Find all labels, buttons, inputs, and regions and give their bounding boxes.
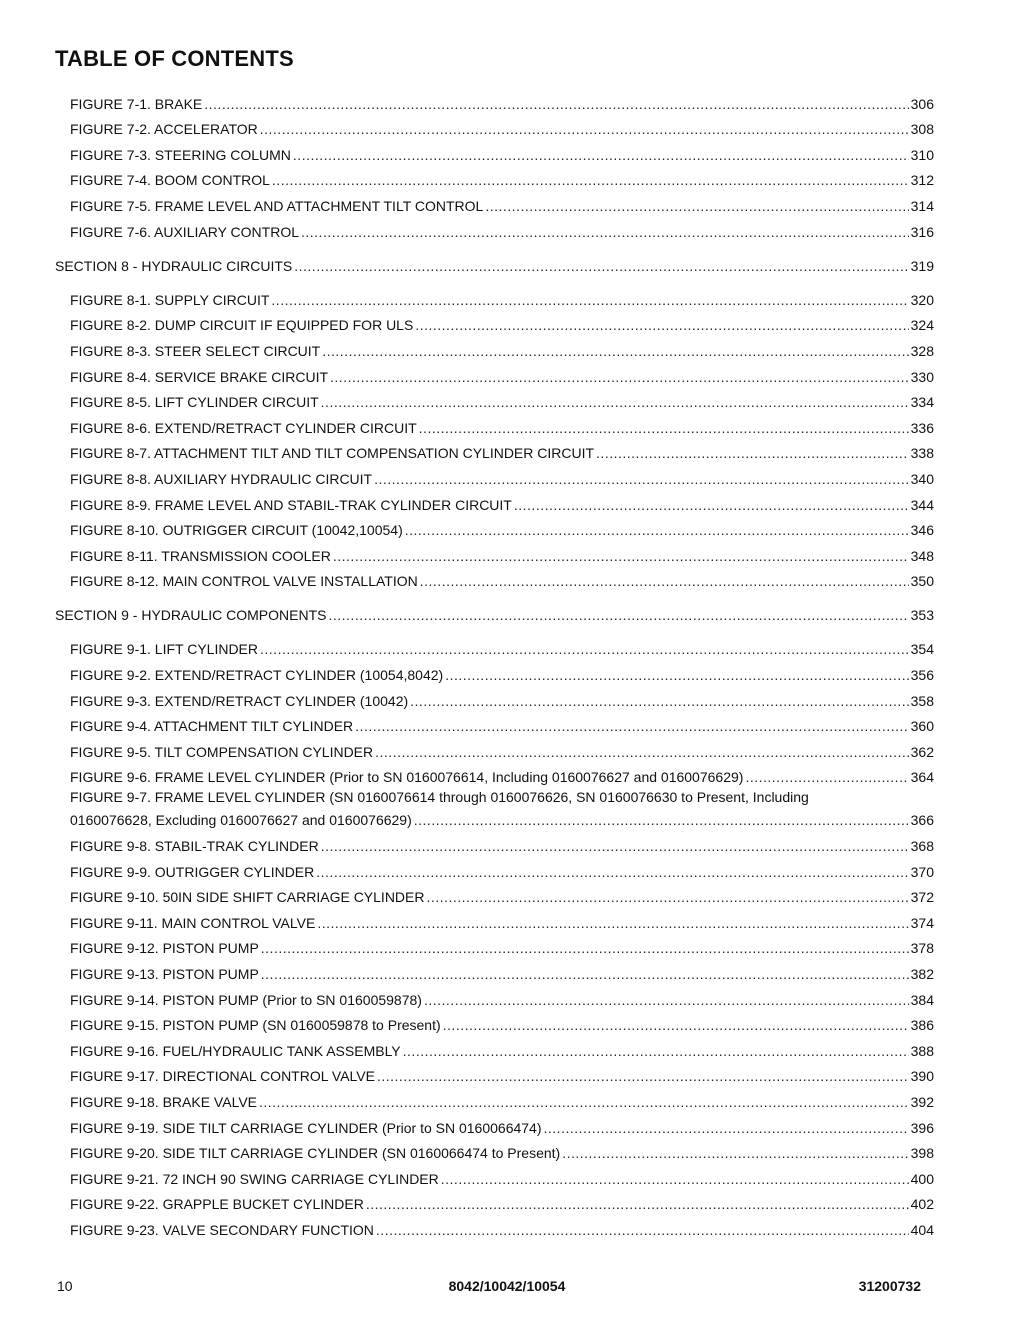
toc-entry-label: FIGURE 9-3. EXTEND/RETRACT CYLINDER (10042) — [70, 692, 409, 709]
toc-entry-page: 378 — [910, 940, 934, 957]
toc-entry-label: FIGURE 8-9. FRAME LEVEL AND STABIL-TRAK CYLINDER CIRCUIT — [70, 496, 512, 513]
toc-entry-label: FIGURE 7-3. STEERING COLUMN — [70, 146, 291, 163]
toc-figure-entry[interactable] — [70, 957, 934, 983]
toc-figure-entry[interactable] — [70, 488, 934, 514]
toc-leader-dots — [441, 1171, 909, 1188]
toc-entry-label: FIGURE 9-21. 72 INCH 90 SWING CARRIAGE CYLINDER — [70, 1170, 439, 1187]
toc-leader-dots — [260, 121, 909, 138]
toc-entry-label: FIGURE 9-16. FUEL/HYDRAULIC TANK ASSEMBLY — [70, 1042, 401, 1059]
toc-entry-label: FIGURE 8-2. DUMP CIRCUIT IF EQUIPPED FOR ULS — [70, 317, 414, 334]
toc-entry-label: FIGURE 7-4. BOOM CONTROL — [70, 172, 270, 189]
toc-entry-page: 386 — [910, 1017, 934, 1034]
toc-figure-entry[interactable] — [70, 735, 934, 761]
toc-entry-page: 354 — [910, 641, 934, 658]
toc-figure-entry[interactable] — [70, 215, 934, 241]
toc-entry-page: 356 — [910, 667, 934, 684]
toc-entry-page: 350 — [910, 573, 934, 590]
toc-entry-label: FIGURE 9-20. SIDE TILT CARRIAGE CYLINDER (SN 0160066474 to Present) — [70, 1145, 561, 1162]
toc-entry-label: FIGURE 8-8. AUXILIARY HYDRAULIC CIRCUIT — [70, 470, 373, 487]
toc-figure-entry[interactable] — [70, 113, 934, 139]
toc-entry-page: 319 — [910, 257, 934, 274]
toc-entry-page: 396 — [910, 1119, 934, 1136]
toc-leader-dots — [410, 693, 908, 710]
toc-figure-entry[interactable] — [70, 164, 934, 190]
toc-entry-label: FIGURE 9-18. BRAKE VALVE — [70, 1093, 257, 1110]
toc-leader-dots — [259, 1094, 909, 1111]
toc-entry-page: 364 — [910, 769, 934, 786]
toc-leader-dots — [419, 420, 909, 437]
toc-entry-page: 392 — [910, 1093, 934, 1110]
toc-leader-dots — [301, 224, 909, 241]
toc-entry-label: FIGURE 9-5. TILT COMPENSATION CYLINDER — [70, 743, 374, 760]
toc-leader-dots — [374, 471, 909, 488]
toc-figure-entry[interactable] — [70, 1111, 934, 1137]
toc-entry-label: SECTION 8 - HYDRAULIC CIRCUITS — [55, 257, 293, 274]
toc-entry-page: 372 — [910, 889, 934, 906]
toc-leader-dots — [375, 744, 909, 761]
toc-leader-dots — [321, 838, 909, 855]
toc-figure-entry[interactable] — [70, 633, 934, 659]
toc-entry-page: 400 — [910, 1170, 934, 1187]
toc-figure-entry[interactable] — [70, 565, 934, 591]
toc-entry-page: 384 — [910, 991, 934, 1008]
toc-leader-dots — [420, 573, 909, 590]
toc-entry-page: 374 — [910, 914, 934, 931]
toc-leader-dots — [514, 497, 909, 514]
toc-leader-dots — [405, 522, 909, 539]
toc-entry-page: 346 — [910, 522, 934, 539]
toc-entry-label: FIGURE 8-11. TRANSMISSION COOLER — [70, 547, 331, 564]
toc-figure-entry[interactable] — [70, 855, 934, 881]
toc-entry-label: FIGURE 9-10. 50IN SIDE SHIFT CARRIAGE CYLINDER — [70, 889, 425, 906]
toc-figure-entry[interactable] — [70, 514, 934, 540]
toc-figure-entry[interactable] — [70, 360, 934, 386]
toc-entry-label: FIGURE 7-5. FRAME LEVEL AND ATTACHMENT TILT CONTROL — [70, 197, 484, 214]
toc-entry-label: FIGURE 9-15. PISTON PUMP (SN 0160059878 to Present) — [70, 1017, 441, 1034]
toc-entry-page: 330 — [910, 368, 934, 385]
toc-entry-label: FIGURE 9-12. PISTON PUMP — [70, 940, 259, 957]
toc-entry-page: 316 — [910, 223, 934, 240]
toc-leader-dots — [445, 667, 908, 684]
toc-entry-page: 390 — [910, 1068, 934, 1085]
toc-entry-page: 334 — [910, 394, 934, 411]
toc-leader-dots — [294, 258, 908, 275]
toc-entry-page: 382 — [910, 966, 934, 982]
toc-entry-label: SECTION 9 - HYDRAULIC COMPONENTS — [55, 607, 327, 624]
toc-leader-dots — [333, 548, 909, 565]
toc-entry-label: FIGURE 9-6. FRAME LEVEL CYLINDER (Prior to SN 0160076614, Including 0160076627 and 0160076629) — [70, 769, 744, 786]
toc-entry-label: FIGURE 9-22. GRAPPLE BUCKET CYLINDER — [70, 1196, 364, 1213]
toc-entry-page: 360 — [910, 718, 934, 735]
toc-figure-entry[interactable] — [70, 1060, 934, 1086]
toc-figure-entry[interactable] — [70, 1213, 934, 1239]
toc-leader-dots — [317, 915, 908, 932]
toc-entry-label: FIGURE 9-11. MAIN CONTROL VALVE — [70, 914, 316, 931]
toc-leader-dots — [355, 718, 908, 735]
toc-figure-entry[interactable] — [70, 386, 934, 412]
toc-leader-dots — [376, 1222, 909, 1239]
toc-figure-entry[interactable] — [70, 189, 934, 215]
toc-figure-entry[interactable] — [70, 437, 934, 463]
toc-entry-page: 353 — [910, 607, 934, 624]
toc-figure-entry[interactable] — [70, 658, 934, 684]
toc-entry-label-continued: 0160076628, Excluding 0160076627 and 0160076629) — [70, 812, 412, 829]
toc-entry-label: FIGURE 9-23. VALVE SECONDARY FUNCTION — [70, 1221, 374, 1238]
toc-figure-entry[interactable] — [70, 411, 934, 437]
toc-entry-page: 368 — [910, 838, 934, 855]
page-title: TABLE OF CONTENTS — [55, 46, 294, 71]
toc-figure-entry[interactable] — [70, 283, 934, 309]
toc-figure-entry[interactable] — [70, 710, 934, 736]
toc-entry-page: 312 — [910, 172, 934, 189]
toc-figure-entry[interactable] — [70, 1034, 934, 1060]
toc-entry-page: 320 — [910, 291, 934, 308]
toc-leader-dots — [414, 812, 909, 829]
toc-figure-entry[interactable] — [70, 87, 934, 113]
toc-entry-label: FIGURE 8-1. SUPPLY CIRCUIT — [70, 291, 270, 308]
toc-entry-page: 388 — [910, 1042, 934, 1059]
toc-figure-entry[interactable] — [70, 462, 934, 488]
toc-figure-entry[interactable] — [70, 1137, 934, 1163]
toc-leader-dots — [745, 769, 908, 786]
toc-entry-label: FIGURE 9-2. EXTEND/RETRACT CYLINDER (10054,8042) — [70, 667, 444, 684]
toc-entry-page: 314 — [910, 197, 934, 214]
toc-entry-label: FIGURE 7-2. ACCELERATOR — [70, 121, 258, 138]
toc-entry-page: 402 — [910, 1196, 934, 1213]
toc-figure-entry[interactable] — [70, 539, 934, 565]
toc-leader-dots — [261, 940, 909, 957]
toc-figure-entry[interactable] — [70, 138, 934, 164]
toc-leader-dots — [204, 96, 908, 113]
toc-entry-page: 370 — [910, 863, 934, 880]
toc-entry-page: 338 — [910, 445, 934, 462]
toc-entry-page: 340 — [910, 470, 934, 487]
toc-entry-label: FIGURE 9-7. FRAME LEVEL CYLINDER (SN 0160076614 through 0160076626, SN 0160076630 to Present, Including — [70, 789, 809, 806]
toc-entry-label: FIGURE 9-13. PISTON PUMP — [70, 966, 259, 982]
toc-leader-dots — [596, 445, 909, 462]
footer-page-number: 10 — [57, 1278, 73, 1294]
toc-leader-dots — [261, 966, 909, 983]
toc-entry-label: FIGURE 8-7. ATTACHMENT TILT AND TILT COMPENSATION CYLINDER CIRCUIT — [70, 445, 595, 462]
toc-leader-dots — [415, 317, 908, 334]
toc-entry-label: FIGURE 8-6. EXTEND/RETRACT CYLINDER CIRCUIT — [70, 419, 417, 436]
toc-entry-page: 366 — [910, 812, 934, 829]
toc-entry-page: 328 — [910, 342, 934, 359]
toc-leader-dots — [544, 1120, 909, 1137]
toc-entry-label: FIGURE 8-10. OUTRIGGER CIRCUIT (10042,10054) — [70, 522, 403, 539]
toc-figure-entry[interactable] — [70, 1162, 934, 1188]
toc-leader-dots — [272, 172, 909, 189]
toc-leader-dots — [366, 1196, 909, 1213]
footer-models: 8042/10042/10054 — [448, 1278, 566, 1294]
toc-leader-dots — [443, 1017, 909, 1034]
page-footer — [0, 1278, 1024, 1298]
toc-figure-entry[interactable] — [70, 684, 934, 710]
toc-leader-dots — [322, 343, 908, 360]
toc-entry-label: FIGURE 8-3. STEER SELECT CIRCUIT — [70, 342, 321, 359]
toc-leader-dots — [321, 394, 909, 411]
toc-entry-label: FIGURE 7-6. AUXILIARY CONTROL — [70, 223, 299, 240]
toc-figure-entry[interactable] — [70, 932, 934, 958]
toc-entry-page: 306 — [910, 95, 934, 112]
toc-entry-label: FIGURE 9-19. SIDE TILT CARRIAGE CYLINDER (Prior to SN 0160066474) — [70, 1119, 542, 1136]
toc-figure-entry[interactable] — [70, 881, 934, 907]
toc-entry-label: FIGURE 9-8. STABIL-TRAK CYLINDER — [70, 838, 319, 855]
toc-entry-label: FIGURE 8-5. LIFT CYLINDER CIRCUIT — [70, 394, 319, 411]
toc-leader-dots — [427, 889, 909, 906]
toc-figure-entry[interactable] — [70, 983, 934, 1009]
toc-entry-label: FIGURE 8-4. SERVICE BRAKE CIRCUIT — [70, 368, 329, 385]
toc-entry-label: FIGURE 8-12. MAIN CONTROL VALVE INSTALLATION — [70, 573, 418, 590]
toc-leader-dots — [403, 1043, 909, 1060]
toc-entry-page: 344 — [910, 496, 934, 513]
toc-entry-page: 310 — [910, 146, 934, 163]
toc-entry-label: FIGURE 9-9. OUTRIGGER CYLINDER — [70, 863, 315, 880]
toc-leader-dots — [260, 641, 909, 658]
toc-leader-dots — [271, 292, 908, 309]
toc-leader-dots — [330, 369, 909, 386]
toc-entry-label: FIGURE 9-14. PISTON PUMP (Prior to SN 0160059878) — [70, 991, 422, 1008]
toc-figure-entry[interactable] — [70, 334, 934, 360]
toc-figure-entry[interactable] — [70, 761, 934, 787]
toc-leader-dots — [562, 1145, 908, 1162]
toc-figure-entry[interactable] — [70, 309, 934, 335]
toc-entry-page: 308 — [910, 121, 934, 138]
toc-entry-page: 398 — [910, 1145, 934, 1162]
toc-leader-dots — [328, 607, 908, 624]
table-of-contents — [0, 87, 1024, 1239]
toc-section-entry[interactable] — [55, 599, 934, 625]
toc-leader-dots — [485, 198, 908, 215]
toc-leader-dots — [377, 1068, 909, 1085]
toc-entry-page: 336 — [910, 419, 934, 436]
toc-figure-entry[interactable] — [70, 829, 934, 855]
toc-entry-page: 404 — [910, 1221, 934, 1238]
toc-figure-entry[interactable] — [70, 1085, 934, 1111]
toc-leader-dots — [316, 864, 908, 881]
toc-section-entry[interactable] — [55, 249, 934, 275]
footer-doc-number: 31200732 — [858, 1278, 921, 1294]
toc-entry-label: FIGURE 9-1. LIFT CYLINDER — [70, 641, 259, 658]
toc-figure-entry[interactable] — [70, 906, 934, 932]
toc-entry-page: 348 — [910, 547, 934, 564]
toc-leader-dots — [424, 992, 909, 1009]
toc-figure-entry[interactable] — [70, 786, 934, 829]
toc-entry-page: 324 — [910, 317, 934, 334]
toc-figure-entry[interactable] — [70, 1009, 934, 1035]
toc-entry-label: FIGURE 9-17. DIRECTIONAL CONTROL VALVE — [70, 1068, 375, 1085]
toc-entry-label: FIGURE 9-4. ATTACHMENT TILT CYLINDER — [70, 718, 354, 735]
toc-entry-page: 358 — [910, 692, 934, 709]
toc-leader-dots — [293, 147, 909, 164]
toc-figure-entry[interactable] — [70, 1188, 934, 1214]
toc-entry-page: 362 — [910, 743, 934, 760]
toc-entry-label: FIGURE 7-1. BRAKE — [70, 95, 203, 112]
